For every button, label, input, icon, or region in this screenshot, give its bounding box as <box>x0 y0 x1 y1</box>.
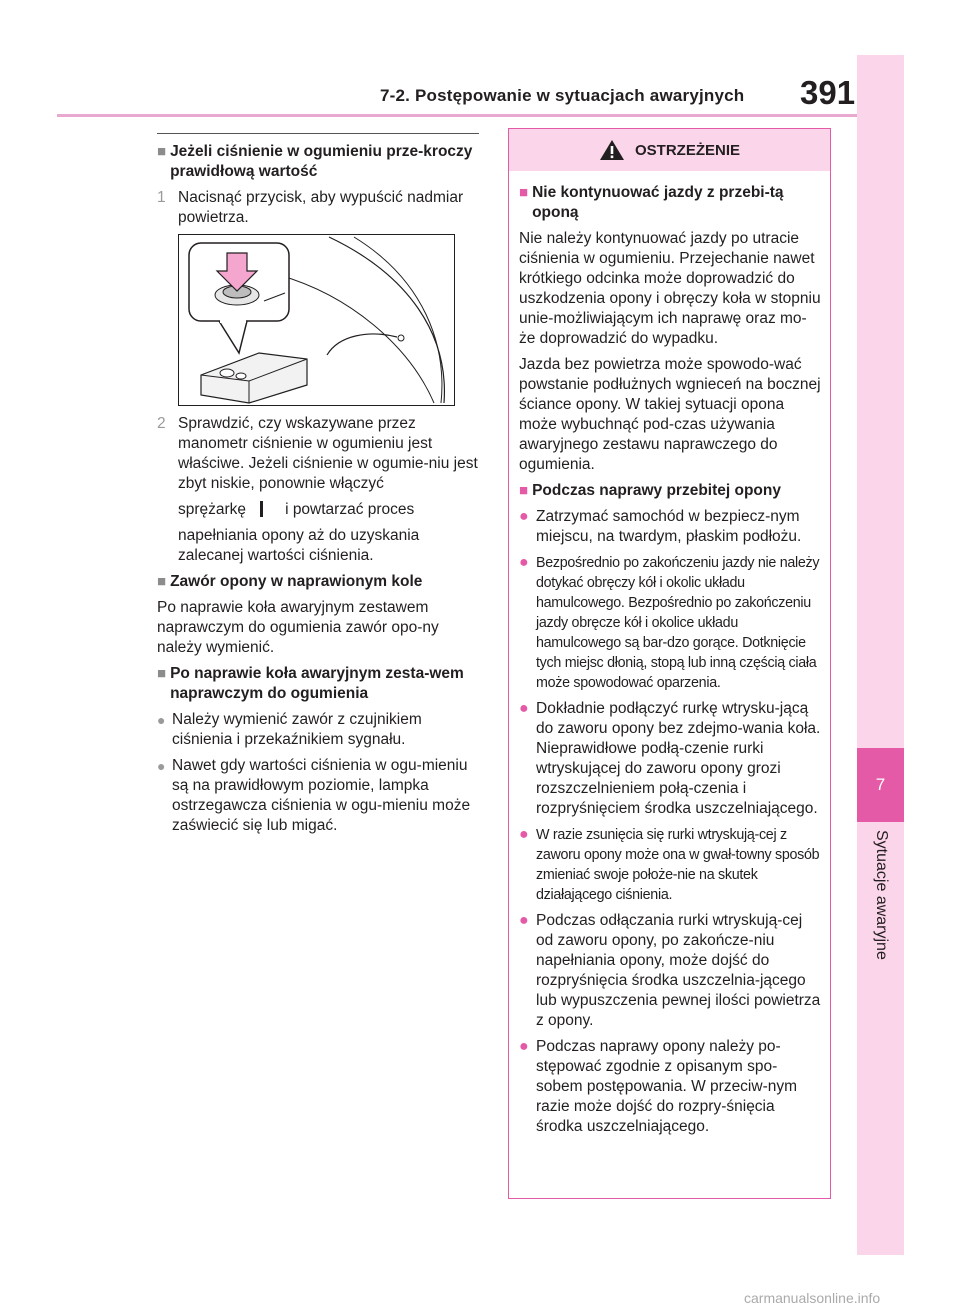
bullet-item: ● Należy wymienić zawór z czujnikiem ciśnienia i przekaźnikiem sygnału. <box>157 711 422 748</box>
bullet-item: ● W razie zsunięcia się rurki wtryskują-cej z zaworu opony może ona w gwał-towny sposób zmieniać swoje położe-nie na skutek działającego ciśnienia. <box>519 826 820 903</box>
step-2 <box>157 414 479 494</box>
left-column <box>157 133 479 842</box>
warning-triangle-icon <box>599 139 625 161</box>
circle-bullet-icon: ● <box>157 758 166 774</box>
step-number: 1 <box>157 189 166 206</box>
section-heading: ■ Zawór opony w naprawionym kole <box>157 573 423 590</box>
warning-heading: OSTRZEŻENIE <box>509 129 830 171</box>
warning-body <box>509 171 830 1137</box>
square-bullet-icon: ■ <box>519 184 529 201</box>
circle-bullet-icon: ● <box>519 826 529 843</box>
paragraph: Po naprawie koła awaryjnym zestawem naprawczym do ogumienia zawór opo-ny należy wymienić. <box>157 599 439 656</box>
side-tab-chapter-label: Sytuacje awaryjne <box>873 830 890 960</box>
column-top-rule <box>157 133 479 134</box>
page-number: 391 <box>800 74 856 111</box>
section-title: 7-2. Postępowanie w sytuacjach awaryjnych <box>380 86 745 105</box>
side-tab <box>857 55 904 1255</box>
circle-bullet-icon: ● <box>519 1038 529 1055</box>
bullet-item: ● Nawet gdy wartości ciśnienia w ogu-mieniu są na prawidłowym poziomie, lampka ostrzegawcza ciśnienia w ogu-mieniu może zaświecić się lub migać. <box>157 757 471 834</box>
circle-bullet-icon: ● <box>519 912 529 929</box>
section-heading: ■ Jeżeli ciśnienie w ogumieniu prze-kroczy prawidłową wartość <box>157 143 473 180</box>
step-2-continuation: sprężarkę i powtarzać proces <box>178 501 415 518</box>
warning-subheading: ■ Podczas naprawy przebitej opony <box>519 482 781 499</box>
circle-bullet-icon: ● <box>519 554 529 571</box>
warning-box <box>508 128 831 1199</box>
power-switch-icon <box>260 501 263 517</box>
step-text: Sprawdzić, czy wskazywane przez manometr ciśnienie w ogumieniu jest właściwe. Jeżeli ciśnienie w ogumie-niu jest zbyt niskie, ponownie włączyć <box>178 415 478 492</box>
paragraph: Jazda bez powietrza może spowodo-wać powstanie podłużnych wgnieceń na bocznej ściance opony. W takiej sytuacji opona może wybuchnąć pod-czas używania awaryjnego zestawu naprawczego do ogumienia. <box>519 356 821 473</box>
footer-watermark: carmanualsonline.info <box>744 1290 881 1306</box>
square-bullet-icon: ■ <box>157 665 167 682</box>
circle-bullet-icon: ● <box>519 700 529 717</box>
square-bullet-icon: ■ <box>157 573 167 590</box>
side-tab-chapter-number[interactable]: 7 <box>857 748 904 822</box>
bullet-item: ● Podczas naprawy opony należy po-stępować zgodnie z opisanym spo-sobem postępowania. W przeciw-nym razie może dojść do rozpry-śnięcia środka uszczelniającego. <box>519 1038 798 1135</box>
step-1 <box>157 188 479 228</box>
bullet-item: ● Podczas odłączania rurki wtryskują-cej od zaworu opony, po zakończe-niu napełniania opony, może dojść do rozpryśnięcia środka uszczelnia-jącego lub wypuszczenia pewnej ilości powietrza z opony. <box>519 912 821 1029</box>
compressor-tire-drawing <box>179 235 453 404</box>
bullet-item: ● Dokładnie podłączyć rurkę wtrysku-jącą do zaworu opony bez zdejmo-wania koła. Nieprawidłowe podłą-czenie rurki wtryskującej do zaworu opony grozi rozszczelnieniem połą-czenia i rozpryśnięciem środka uszczelniającego. <box>519 700 821 817</box>
square-bullet-icon: ■ <box>157 143 167 160</box>
circle-bullet-icon: ● <box>157 712 166 728</box>
compressor-illustration <box>178 234 455 406</box>
square-bullet-icon: ■ <box>519 482 529 499</box>
step-text: Nacisnąć przycisk, aby wypuścić nadmiar powietrza. <box>178 189 464 226</box>
header-rule <box>57 114 857 117</box>
section-heading: ■ Po naprawie koła awaryjnym zesta-wem naprawczym do ogumienia <box>157 665 464 702</box>
step-number: 2 <box>157 415 166 432</box>
step-2-continuation-end: napełniania opony aż do uzyskania zalecanej wartości ciśnienia. <box>178 527 420 564</box>
bullet-item: ● Bezpośrednio po zakończeniu jazdy nie należy dotykać obręczy kół i okolic układu hamulcowego. Bezpośrednio po zakończeniu jazdy obręcze kół i okolice układu hamulcowego są bar-dzo gorące. Dotknięcie tych miejsc dłonią, stopą lub inną częścią ciała może spowodować oparzenia. <box>519 554 820 691</box>
bullet-item: ● Zatrzymać samochód w bezpiecz-nym miejscu, na twardym, płaskim podłożu. <box>519 508 802 545</box>
paragraph: Nie należy kontynuować jazdy po utracie ciśnienia w ogumieniu. Przejechanie nawet krótkiego odcinka może doprowadzić do uszkodzenia opony i obręczy koła w stopniu unie-możliwiającym ich naprawę oraz mo-że doprowadzić do wypadku. <box>519 230 821 347</box>
warning-subheading: ■ Nie kontynuować jazdy z przebi-tą oponą <box>519 184 784 221</box>
circle-bullet-icon: ● <box>519 508 529 525</box>
